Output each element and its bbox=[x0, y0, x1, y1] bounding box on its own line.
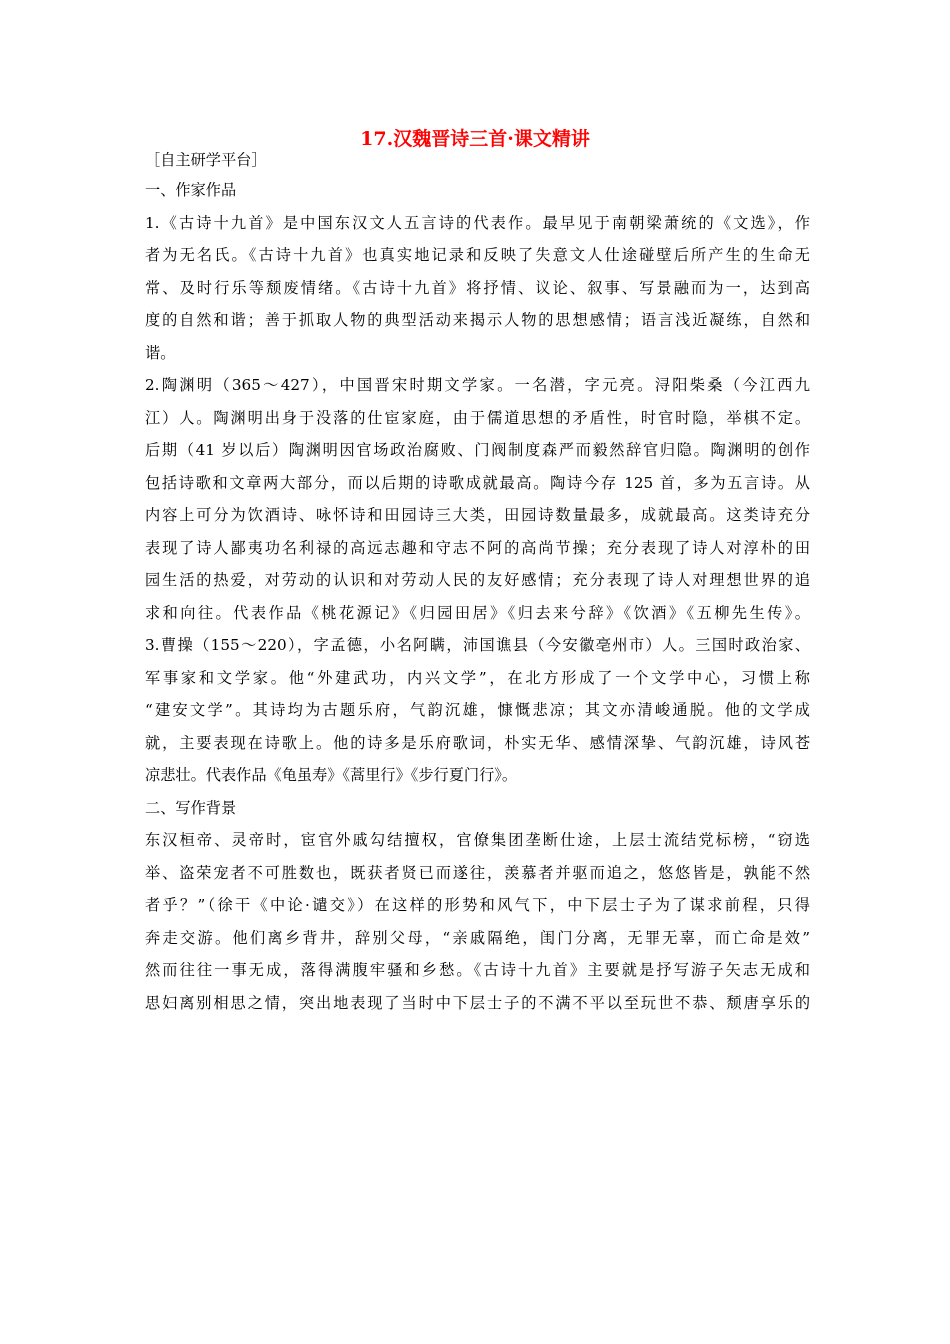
paragraph-line: 包括诗歌和文章两大部分，而以后期的诗歌成就最高。陶诗今存 125 首，多为五言诗。从 bbox=[145, 473, 810, 492]
paragraph-line: “建安文学”。其诗均为古题乐府，气韵沉雄，慷慨悲凉；其文亦清峻通脱。他的文学成 bbox=[145, 701, 810, 719]
paragraph-line: 然而往往一事无成，落得满腹牢骚和乡愁。《古诗十九首》主要就是抒写游子矢志无成和 bbox=[145, 961, 810, 979]
paragraph-line: 常、及时行乐等颓废情绪。《古诗十九首》将抒情、议论、叙事、写景融而为一，达到高 bbox=[145, 278, 810, 297]
paragraph-line: 军事家和文学家。他“外建武功，内兴文学”，在北方形成了一个文学中心，习惯上称 bbox=[145, 668, 810, 687]
heading-background: 二、写作背景 bbox=[145, 798, 237, 817]
paragraph-line: 东汉桓帝、灵帝时，宦官外戚勾结擅权，官僚集团垄断仕途，上层士流结党标榜，“窃选 bbox=[145, 831, 810, 849]
paragraph-line: 凉悲壮。代表作品《龟虽寿》《蒿里行》《步行夏门行》。 bbox=[145, 766, 518, 784]
paragraph-line: 江）人。陶渊明出身于没落的仕宦家庭，由于儒道思想的矛盾性，时官时隐，举棋不定。 bbox=[145, 408, 810, 427]
paragraph-line: 后期（41 岁以后）陶渊明因官场政治腐败、门阀制度森严而毅然辞官归隐。陶渊明的创作 bbox=[145, 441, 810, 459]
document-body bbox=[145, 146, 810, 1019]
paragraph-line: 求和向往。代表作品《桃花源记》《归园田居》《归去来兮辞》《饮酒》《五柳先生传》。 bbox=[145, 603, 810, 622]
section-label: ［自主研学平台］ bbox=[145, 151, 267, 169]
paragraph-line: 就，主要表现在诗歌上。他的诗多是乐府歌词，朴实无华、感情深挚、气韵沉雄，诗风苍 bbox=[145, 733, 810, 752]
paragraph-line: 思妇离别相思之情，突出地表现了当时中下层士子的不满不平以至玩世不恭、颓唐享乐的 bbox=[145, 993, 810, 1012]
paragraph-line: 度的自然和谐；善于抓取人物的典型活动来揭示人物的思想感情；语言浅近凝练，自然和 bbox=[145, 311, 810, 329]
paragraph-line: 内容上可分为饮酒诗、咏怀诗和田园诗三大类，田园诗数量最多，成就最高。这类诗充分 bbox=[145, 506, 810, 524]
heading-author-works: 一、作家作品 bbox=[145, 181, 237, 199]
paragraph-line: 者为无名氏。《古诗十九首》也真实地记录和反映了失意文人仕途碰壁后所产生的生命无 bbox=[145, 246, 810, 264]
paragraph-line: 2.陶渊明（365～427），中国晋宋时期文学家。一名潜，字元亮。浔阳柴桑（今江西九 bbox=[145, 376, 810, 394]
document-title: 17.汉魏晋诗三首·课文精讲 bbox=[360, 128, 590, 150]
paragraph-line: 1.《古诗十九首》是中国东汉文人五言诗的代表作。最早见于南朝梁萧统的《文选》，作 bbox=[145, 213, 810, 232]
paragraph-line: 园生活的热爱，对劳动的认识和对劳动人民的友好感情；充分表现了诗人对理想世界的追 bbox=[145, 571, 810, 589]
paragraph-line: 表现了诗人鄙夷功名利禄的高远志趣和守志不阿的高尚节操；充分表现了诗人对淳朴的田 bbox=[145, 538, 810, 557]
paragraph-line: 谐。 bbox=[145, 343, 176, 362]
paragraph-line: 3.曹操（155～220），字孟德，小名阿瞒，沛国谯县（今安徽亳州市）人。三国时政治家、 bbox=[145, 636, 810, 654]
paragraph-line: 奔走交游。他们离乡背井，辞别父母，“亲戚隔绝，闺门分离，无罪无辜，而亡命是效” bbox=[145, 928, 810, 947]
paragraph-line: 者乎？”（徐干《中论·谴交》）在这样的形势和风气下，中下层士子为了谋求前程，只得 bbox=[145, 896, 810, 914]
paragraph-line: 举、盗荣宠者不可胜数也，既获者贤已而遂往，羡慕者并驱而追之，悠悠皆是，孰能不然 bbox=[145, 863, 810, 882]
